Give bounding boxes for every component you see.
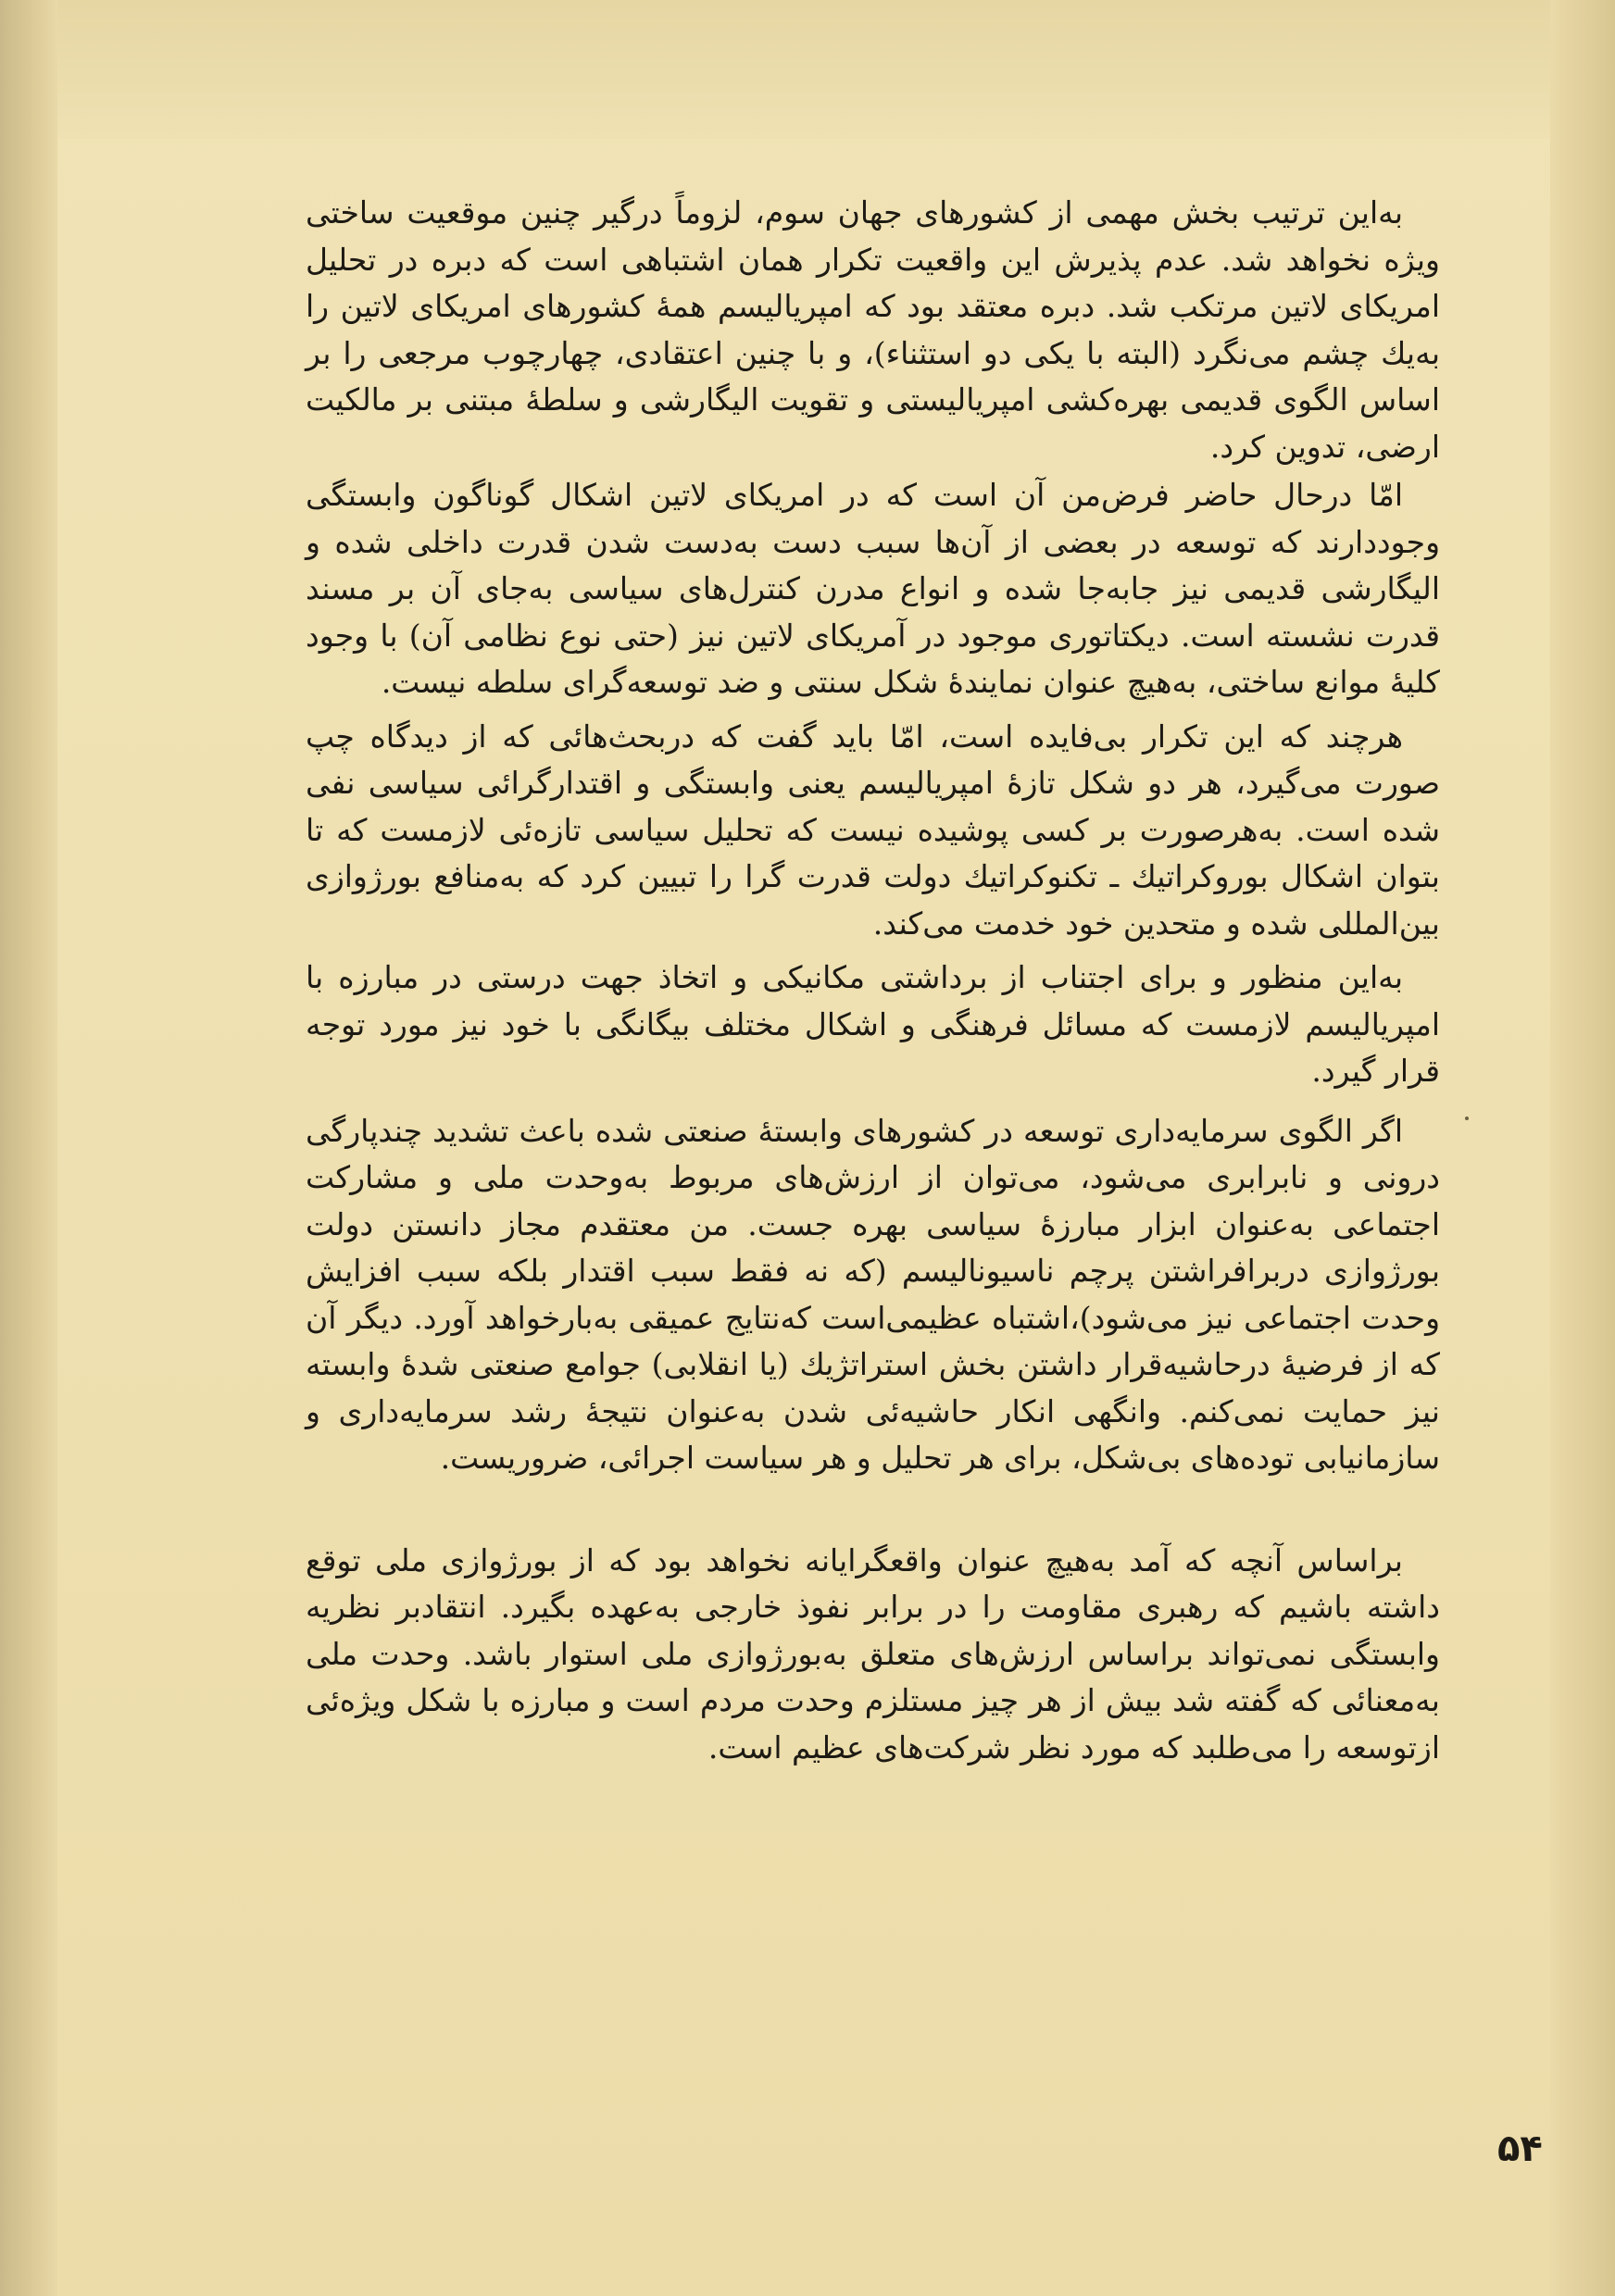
page-binding-edge bbox=[0, 0, 57, 2296]
paragraph-2: امّا درحال حاضر فرض‌من آن است که در امریکای لاتین اشکال گوناگون وابستگی وجوددارند که توسعه در بعضی از آن‌ها سبب دست به‌دست شدن قدرت داخلی شده و الیگارشی قدیمی نیز جابه‌جا شده و انواع مدرن کنترل‌های سیاسی به‌جای آن بر مسند قدرت نشسته است. دیکتاتوری موجود در آمریکای لاتین نیز (حتی نوع نظامی آن) با وجود کلیهٔ موانع ساختی، به‌هیچ عنوان نمایندهٔ شکل سنتی و ضد توسعه‌گرای سلطه نیست. bbox=[306, 477, 1441, 700]
paragraph-6: براساس آنچه که آمد به‌هیچ عنوان واقعگرایانه نخواهد بود که از بورژوازی ملی توقع داشته باشیم که رهبری مقاومت را در برابر نفوذ خارجی به‌عهده بگیرد. انتقادبر نظریه وابستگی نمی‌تواند براساس ارزش‌های متعلق به‌بورژوازی ملی استوار باشد. وحدت ملی به‌معنائی که گفته شد بیش از هر چیز مستلزم وحدت مردم است و مبارزه با شکل ویژه‌ئی ازتوسعه را می‌طلبد که مورد نظر شرکت‌های عظیم است. bbox=[306, 1541, 1440, 1766]
body-text bbox=[306, 190, 1440, 1771]
paragraph-4: به‌این منظور و برای اجتناب از برداشتی مکانیکی و اتخاذ جهت درستی در مبارزه با امپریالیسم لازمست که مسائل فرهنگی و اشکال مختلف بیگانگی با خود نیز مورد توجه قرار گیرد. bbox=[306, 959, 1440, 1089]
paragraph-5: اگر الگوی سرمایه‌داری توسعه در کشورهای وابستهٔ صنعتی شده باعث تشدید چندپارگی درونی و نابرابری می‌شود، می‌توان از ارزش‌های مربوط به‌وحدت ملی و مشارکت اجتماعی به‌عنوان ابزار مبارزهٔ سیاسی بهره جست. من معتقدم مجاز دانستن دولت بورژوازی دربرافراشتن پرچم ناسیونالیسم (که نه فقط سبب اقتدار بلکه سبب افزایش وحدت اجتماعی نیز می‌شود)،اشتباه عظیمی‌است که‌نتایج عمیقی به‌بارخواهد آورد. دیگر آن که از فرضیهٔ درحاشیه‌قرار داشتن بخش استراتژیك (یا انقلابی) جوامع صنعتی شدهٔ وابسته نیز حمایت نمی‌کنم. وانگهی انکار حاشیه‌ئی شدن به‌عنوان نتیجهٔ رشد سرمایه‌داری و سازمانیابی توده‌های بی‌شکل، برای هر تحلیل و هر سیاست اجرائی، ضروریست. bbox=[306, 1112, 1440, 1476]
page-number: ۵۴ bbox=[1497, 2128, 1543, 2170]
paragraph-1: به‌این ترتیب بخش مهمی از کشورهای جهان سوم، لزوماً درگیر چنین موقعیت ساختی ویژه نخواهد شد. عدم پذیرش این واقعیت تکرار همان اشتباهی است که دبره در تحلیل امریکای لاتین مرتکب شد. دبره معتقد بود که امپریالیسم همهٔ کشورهای امریکای لاتین را به‌یك چشم می‌نگرد (البته با یکی دو استثناء)، و با چنین اعتقادی، چهارچوب مرجعی را بر اساس الگوی قدیمی بهره‌کشی امپریالیستی و تقویت الیگارشی و سلطهٔ مبتنی بر مالکیت ارضی، تدوین کرد. bbox=[306, 194, 1440, 465]
page-top-shading bbox=[0, 0, 1615, 139]
ink-speck bbox=[1465, 1117, 1469, 1120]
page-right-edge bbox=[1550, 0, 1615, 2296]
paragraph-3: هرچند که این تکرار بی‌فایده است، امّا باید گفت که دربحث‌هائی که از دیدگاه چپ صورت می‌گیرد، هر دو شکل تازهٔ امپریالیسم یعنی وابستگی و اقتدارگرائی سیاسی نفی شده است. به‌هرصورت بر کسی پوشیده نیست که تحلیل سیاسی تازه‌ئی لازمست که تا بتوان اشکال بوروکراتیك ـ تکنوکراتیك دولت قدرت گرا را تبیین کرد که به‌منافع بورژوازی بین‌المللی شده و متحدین خود خدمت می‌کند. bbox=[306, 718, 1440, 942]
